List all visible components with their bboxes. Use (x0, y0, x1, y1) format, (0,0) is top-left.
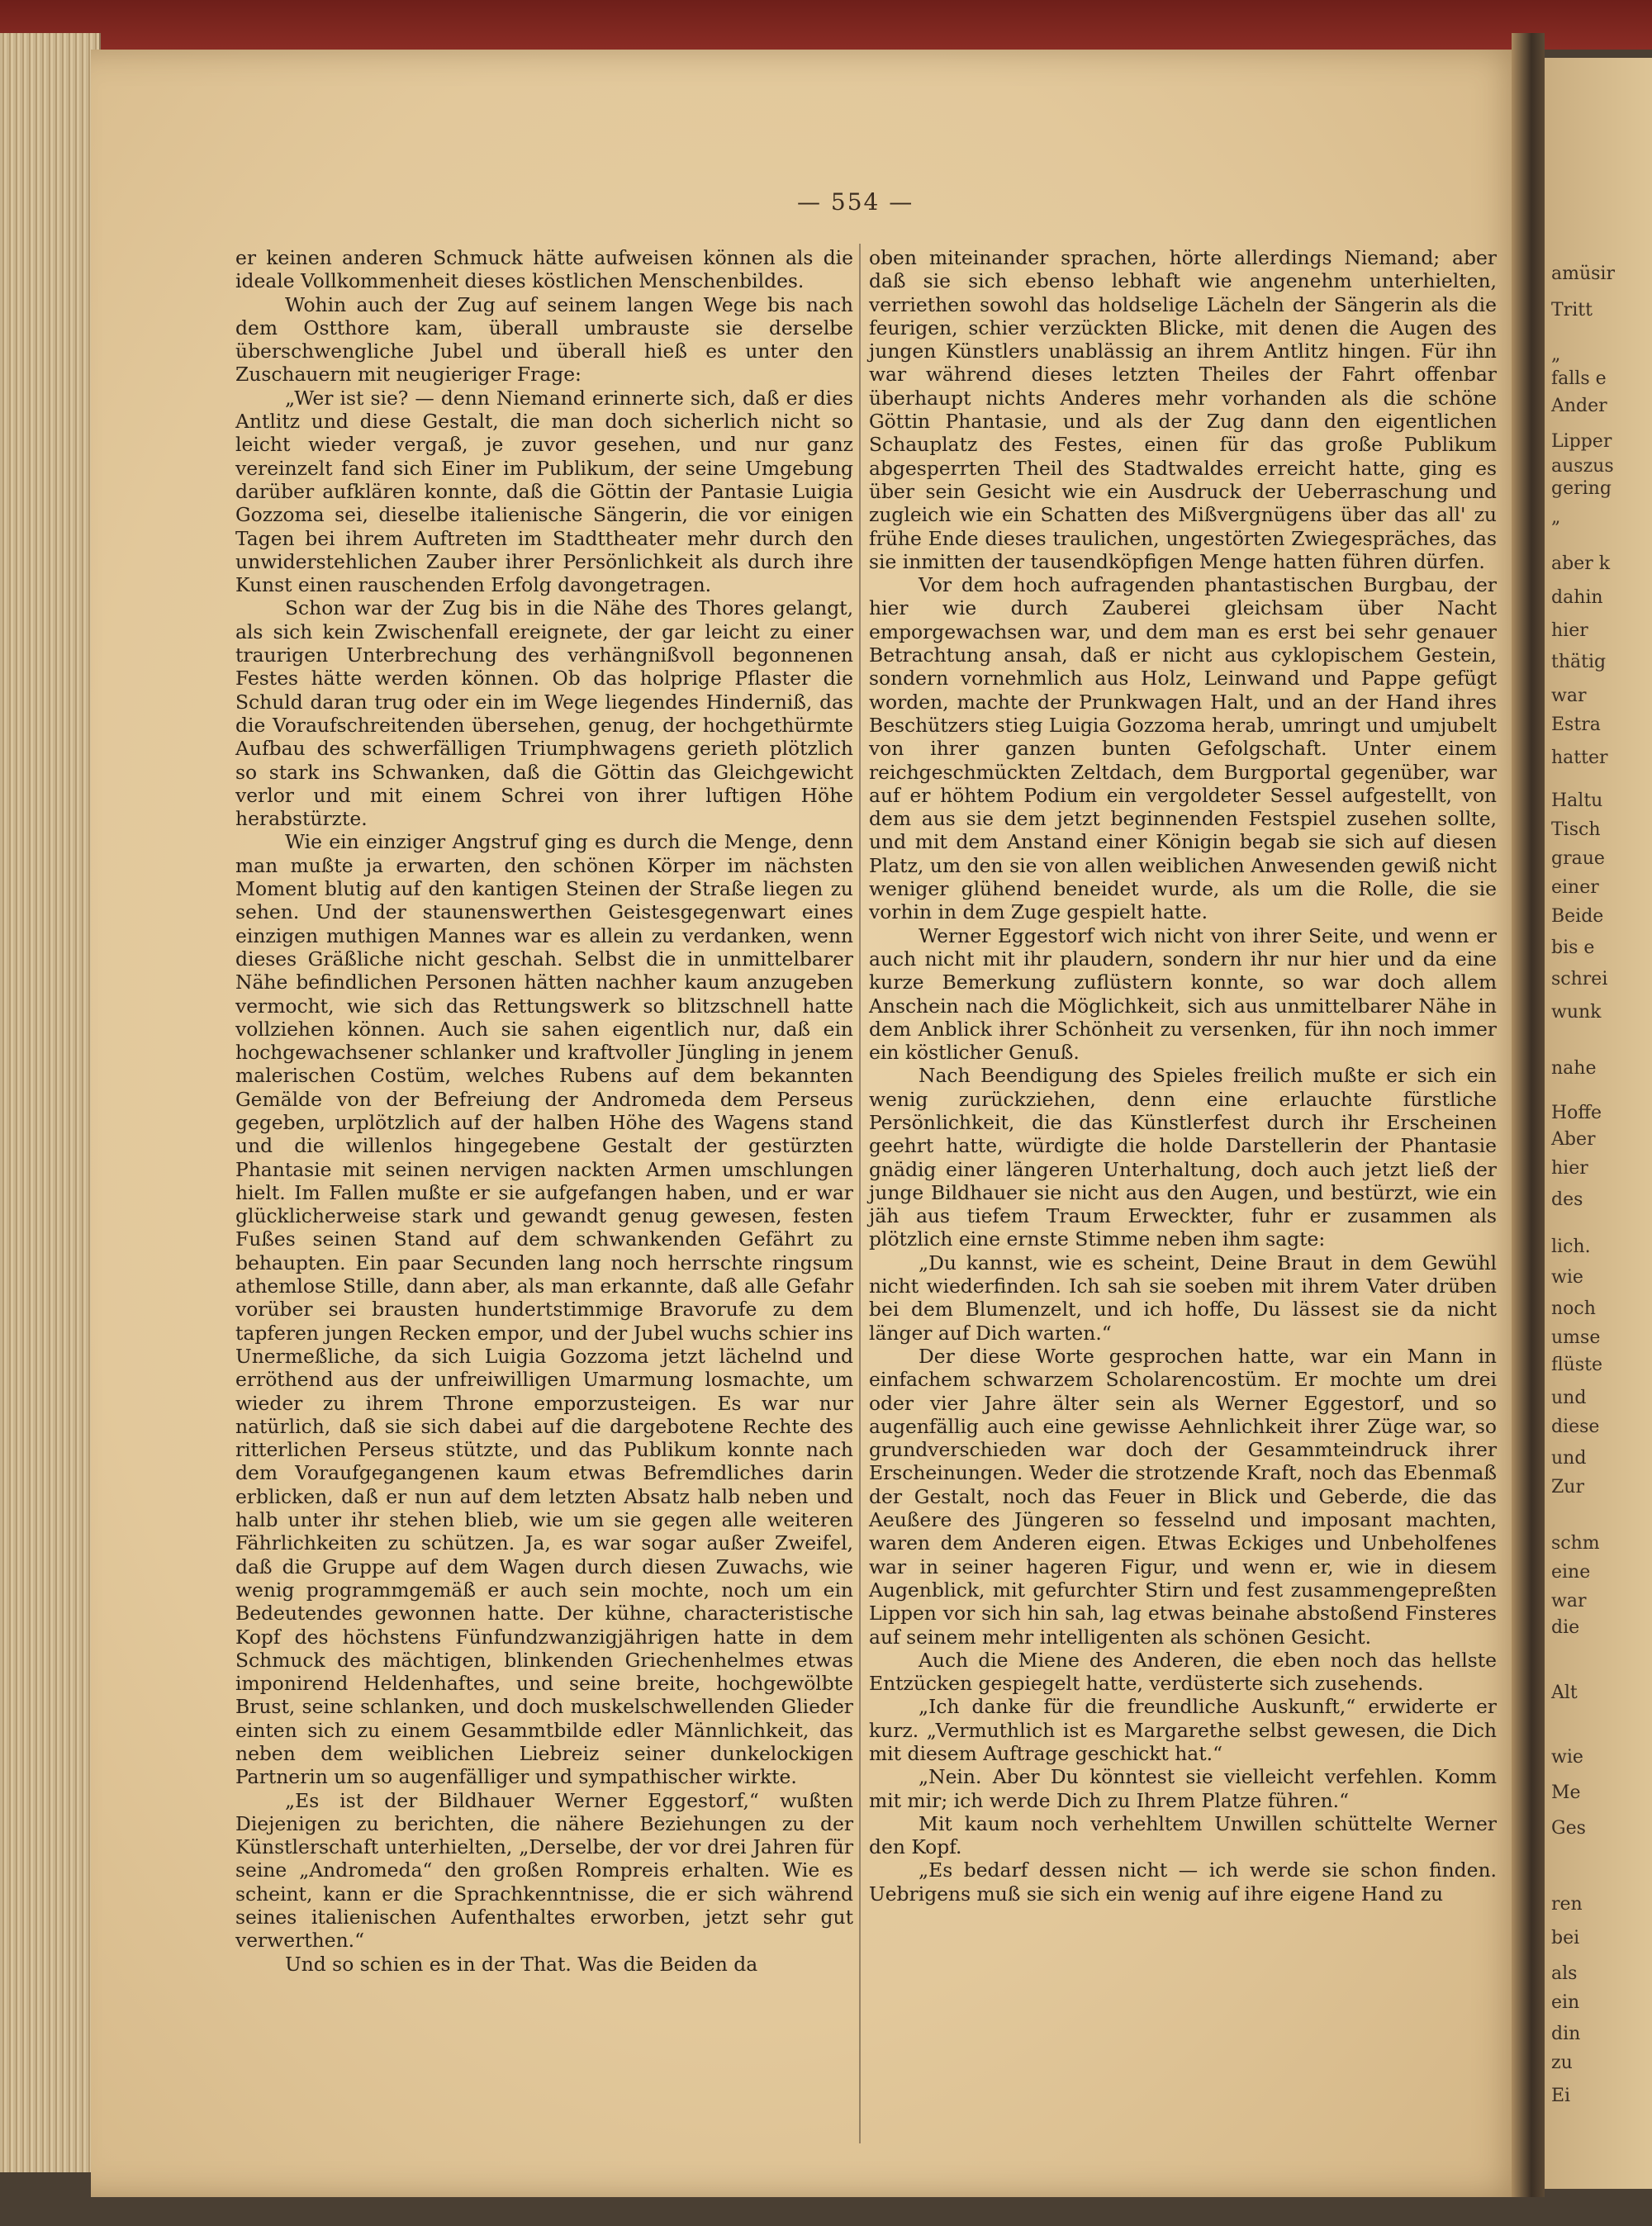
facing-page-text-fragment: gering (1551, 477, 1612, 499)
facing-page-text-fragment: als (1551, 1963, 1578, 1984)
facing-page-text-fragment: bis e (1551, 937, 1595, 958)
facing-page-text-fragment: Tritt (1551, 299, 1593, 320)
facing-page (1545, 58, 1652, 2189)
facing-page-text-fragment: Ges (1551, 1818, 1586, 1839)
facing-page-text-fragment: lich. (1551, 1236, 1591, 1257)
facing-page-text-fragment: einer (1551, 876, 1599, 898)
facing-page-text-fragment: falls e (1551, 368, 1607, 390)
page-number: — 554 — (797, 188, 914, 216)
facing-page-text-fragment: bei (1551, 1927, 1580, 1948)
facing-page-text-fragment: eine (1551, 1561, 1591, 1583)
facing-page-text-fragment: diese (1551, 1417, 1600, 1438)
paragraph: Der diese Worte gesprochen hatte, war ein Mann in einfachem schwarzem Scholarencostüm. Er mochte um drei oder vier Jahre älter sein als Werner Eggestorf, und so augenfällig auch eine gewisse Aehnlichkeit ihrer Züge war, so grundverschieden war doch der Gesammteindruck ihrer Erscheinungen. Weder die strotzende Kraft, noch das Ebenmaß der Gestalt, noch das Feuer in Blick und Geberde, die das Aeußere des Jüngeren so fesselnd und imposant machten, waren dem Anderen eigen. Etwas Eckiges und Unbeholfenes war in seiner hageren Figur, und wenn er, wie in diesem Augenblick, mit gefurchter Stirn und fest zusammengepreßten Lippen vor sich hin sah, lag etwas beinahe abstoßend Finsteres auf seinem mehr intelligenten als schönen Gesicht. (869, 1344, 1497, 1649)
facing-page-text-fragment: wunk (1551, 1002, 1602, 1023)
facing-page-text-fragment: hier (1551, 620, 1588, 642)
paragraph: „Es bedarf dessen nicht — ich werde sie schon finden. Uebrigens muß sie sich ein wenig auf ihre eigene Hand zu (869, 1858, 1497, 1906)
facing-page-text-fragment: auszus (1551, 455, 1614, 477)
facing-page-text-fragment: Estra (1551, 714, 1601, 735)
paragraph: Und so schien es in der That. Was die Beiden da (285, 1952, 758, 1976)
paragraph: „Es ist der Bildhauer Werner Eggestorf,“ wußten Diejenigen zu berichten, die nähere Beziehungen zu der Künstlerschaft unterhielten, „Derselbe, der vor drei Jahren für seine „Andromeda“ den großen Rompreis erhalten. Wie es scheint, kann er die Sprachkenntnisse, die er sich während seines italienischen Aufenthaltes erworben, jetzt sehr gut verwerthen.“ (235, 1788, 853, 1953)
facing-page-text-fragment: des (1551, 1189, 1583, 1210)
paragraph: Wohin auch der Zug auf seinem langen Wege bis nach dem Ostthore kam, überall umbrauste sie derselbe überschwengliche Jubel und überall hieß es unter den Zuschauern mit neugieriger Frage: (235, 292, 853, 387)
facing-page-text-fragment: wie (1551, 1746, 1583, 1768)
book-page-stack (0, 33, 101, 2172)
facing-page-text-fragment: Haltu (1551, 790, 1603, 811)
facing-page-text-fragment: Lipper (1551, 430, 1612, 452)
facing-page-text-fragment: hier (1551, 1158, 1588, 1179)
paragraph: Schon war der Zug bis in die Nähe des Thores gelangt, als sich kein Zwischenfall ereignete, der gar leicht zu einer traurigen Unterbrechung des verhängnißvoll begonnenen Festes hätte werden können. Ob das holprige Pflaster die Schuld daran trug oder ein im Wege liegendes Hinderniß, das die Voraufschreitenden übersehen, genug, der hochgethürmte Aufbau des schwerfälligen Triumphwagens gerieth plötzlich so stark ins Schwanken, daß die Göttin das Gleichgewicht verlor und mit einem Schrei von ihrer luftigen Höhe herabstürzte. (235, 596, 853, 831)
facing-page-text-fragment: Me (1551, 1782, 1581, 1803)
facing-page-text-fragment: graue (1551, 847, 1605, 869)
left-text-column (235, 246, 853, 1976)
facing-page-text-fragment: umse (1551, 1327, 1601, 1349)
facing-page-text-fragment: war (1551, 685, 1587, 706)
facing-page-text-fragment: schrei (1551, 968, 1608, 990)
facing-page-text-fragment: ren (1551, 1894, 1583, 1915)
column-divider (859, 244, 861, 2143)
paragraph: Werner Eggestorf wich nicht von ihrer Seite, und wenn er auch nicht mit ihr plaudern, sondern ihr nur hier und da eine kurze Bemerkung zuflüstern konnte, so war doch allem Anschein nach die Möglichkeit, sich aus unmittelbarer Nähe in dem Anblick ihrer Schönheit zu versenken, für ihn noch immer ein köstlicher Genuß. (869, 923, 1497, 1065)
facing-page-text-fragment: wie (1551, 1267, 1583, 1289)
facing-page-text-fragment: amüsir (1551, 263, 1615, 285)
facing-page-text-fragment: schm (1551, 1532, 1600, 1554)
facing-page-text-fragment: und (1551, 1388, 1587, 1409)
facing-page-text-fragment: aber k (1551, 553, 1611, 575)
book-cover-edge (0, 0, 1652, 50)
facing-page-text-fragment: war (1551, 1590, 1587, 1611)
paragraph: Auch die Miene des Anderen, die eben noch das hellste Entzücken gespiegelt hatte, verdüsterte sich zusehends. (869, 1648, 1497, 1696)
facing-page-text-fragment: din (1551, 2023, 1581, 2044)
facing-page-text-fragment: nahe (1551, 1057, 1597, 1079)
facing-page-text-fragment: Zur (1551, 1477, 1584, 1498)
paragraph: Wie ein einziger Angstruf ging es durch die Menge, denn man mußte ja erwarten, den schönen Körper im nächsten Moment blutig auf den kantigen Steinen der Straße liegen zu sehen. Und der staunenswerthen Geistesgegenwart eines einzigen muthigen Mannes war es allein zu verdanken, wenn dieses Gräßliche nicht geschah. Selbst die in unmittelbarer Nähe befindlichen Personen hätten nachher kaum anzugeben vermocht, wie sich das Rettungswerk so blitzschnell hatte vollziehen können. Auch sie sahen eigentlich nur, daß ein hochgewachsener schlanker und kraftvoller Jüngling in jenem malerischen Costüm, welches Rubens auf dem bekannten Gemälde von der Befreiung der Andromeda dem Perseus gegeben, urplötzlich auf der halben Höhe des Wagens stand und die willenlos hingegebene Gestalt der gestürzten Phantasie mit seinen nervigen nackten Armen umschlungen hielt. Im Fallen mußte er sie aufgefangen haben, und er war glücklicherweise stark und gewandt genug gewesen, festen Fußes seinen Stand auf dem schwankenden Gefährt zu behaupten. Ein paar Secunden lang noch herrschte ringsum athemlose Stille, dann aber, als man erkannte, daß alle Gefahr vorüber sei brausten hundertstimmige Bravorufe zu dem tapferen jungen Recken empor, und der Jubel wuchs schier ins Unermeßliche, da sich Luigia Gozzoma jetzt lächelnd und erröthend aus der unfreiwilligen Umarmung losmachte, um wieder zu ihrem Throne emporzusteigen. Es war nur natürlich, daß sie sich dabei auf die dargebotene Rechte des ritterlichen Perseus stützte, und das Publikum konnte nach dem Voraufgegangenen kaum etwas Befremdliches darin erblicken, daß er nun auf dem letzten Absatz halb neben und halb unter ihr stehen blieb, wie um sie gegen alle weiteren Fährlichkeiten zu schützen. Ja, es war sogar außer Zweifel, daß die Gruppe auf dem Wagen durch diesen Zuwachs, wie wenig programmgemäß er auch sein mochte, noch um ein Bedeutendes gewonnen hatte. Der kühne, characteristische Kopf des höchstens Fünfundzwanzigjährigen hatte in dem Schmuck des mächtigen, blinkenden Griechenhelmes etwas imponirend Heldenhaftes, und seine breite, hochgewölbte Brust, seine schlanken, und doch muskelschwellenden Glieder einten sich zu einem Gesammtbilde edler Männlichkeit, das neben dem weiblichen Liebreiz seiner dunkelockigen Partnerin um so augenfälliger und sympathischer wirkte. (235, 830, 853, 1789)
facing-page-text-fragment: thätig (1551, 652, 1607, 673)
facing-page-text-fragment: Aber (1551, 1128, 1596, 1150)
paragraph: Vor dem hoch aufragenden phantastischen Burgbau, der hier wie durch Zauberei gleichsam über Nacht emporgewachsen war, und dem man es erst bei sehr genauer Betrachtung ansah, daß er nicht aus cyklopischem Gestein, sondern vornehmlich aus Holz, Leinwand und Pappe gefügt worden, machte der Prunkwagen Halt, und an der Hand ihres Beschützers stieg Luigia Gozzoma herab, umringt und umjubelt von ihrer ganzen bunten Gefolgschaft. Unter einem reichgeschmückten Zeltdach, dem Burgportal gegenüber, war auf er höhtem Podium ein vergoldeter Sessel aufgestellt, von dem aus sie dem jetzt beginnenden Festspiel zusehen sollte, und mit dem Anstand einer Königin begab sie sich auf diesen Platz, um den sie von allen weiblichen Anwesenden gewiß nicht weniger glühend beneidet wurde, als um die Rolle, die sie vorhin in dem Zuge gespielt hatte. (869, 573, 1497, 924)
facing-page-text-fragment: ein (1551, 1991, 1580, 2013)
paragraph: Nach Beendigung des Spieles freilich mußte er sich ein wenig zurückziehen, denn eine erlauchte fürstliche Persönlichkeit, die das Künstlerfest durch ihr Erscheinen geehrt hatte, würdigte die holde Darstellerin der Phantasie gnädig einer längeren Unterhaltung, doch auch jetzt ließ der junge Bildhauer sie nicht aus den Augen, und bestürzt, wie ein jäh aus tiefem Traum Erweckter, fuhr er zusammen als plötzlich eine ernste Stimme neben ihm sagte: (869, 1064, 1497, 1251)
facing-page-text-fragment: die (1551, 1617, 1580, 1639)
paragraph: „Du kannst, wie es scheint, Deine Braut in dem Gewühl nicht wiederfinden. Ich sah sie soeben mit ihrem Vater drüben bei dem Blumenzelt, und ich hoffe, Du lässest sie da nicht länger auf Dich warten.“ (869, 1251, 1497, 1345)
paragraph: „Nein. Aber Du könntest sie vielleicht verfehlen. Komm mit mir; ich werde Dich zu Ihrem Platze führen.“ (869, 1765, 1497, 1812)
paragraph: „Wer ist sie? — denn Niemand erinnerte sich, daß er dies Antlitz und diese Gestalt, die man doch sicherlich nicht so leicht wieder vergaß, je zuvor gesehen, und nur ganz vereinzelt fand sich Einer im Publikum, der seine Umgebung darüber aufklären konnte, daß die Göttin der Pantasie Luigia Gozzoma sei, dieselbe italienische Sängerin, die vor einigen Tagen bei ihrem Auftreten im Stadttheater mehr durch den unwiderstehlichen Zauber ihrer Persönlichkeit als durch ihre Kunst einen rauschenden Erfolg davongetragen. (235, 386, 853, 597)
facing-page-text-fragment: Alt (1551, 1682, 1578, 1703)
facing-page-text-fragment: Hoffe (1551, 1102, 1602, 1123)
facing-page-text-fragment: Tisch (1551, 819, 1601, 840)
paragraph: oben miteinander sprachen, hörte allerdings Niemand; aber daß sie sich ebenso lebhaft wie angenehm unterhielten, verriethen sowohl das holdselige Lächeln der Sängerin als die feurigen, schier verzückten Blicke, mit denen die Augen des jungen Künstlers unablässig an ihrem Antlitz hingen. Für ihn war während dieses letzten Theiles der Fahrt offenbar überhaupt nichts Anderes mehr vorhanden als die schöne Göttin Phantasie, und als der Zug dann den eigentlichen Schauplatz des Festes, einen für das große Publikum abgesperrten Theil des Stadtwaldes erreicht hatte, ging es über sein Gesicht wie ein Ausdruck der Ueberraschung und zugleich wie ein Schatten des Mißvergnügens über das all' zu frühe Ende dieses traulichen, ungestörten Zwiegespräches, das sie inmitten der tausendköpfigen Menge hatten führen dürfen. (869, 246, 1497, 573)
facing-page-text-fragment: Ei (1551, 2086, 1571, 2107)
facing-page-text-fragment: „ (1551, 506, 1561, 528)
facing-page-text-fragment: hatter (1551, 748, 1608, 769)
facing-page-text-fragment: Ander (1551, 395, 1607, 416)
facing-page-text-fragment: „ (1551, 344, 1561, 365)
facing-page-text-fragment: flüste (1551, 1354, 1602, 1375)
facing-page-text-fragment: Beide (1551, 905, 1604, 927)
facing-page-text-fragment: zu (1551, 2052, 1573, 2073)
facing-page-text-fragment: noch (1551, 1298, 1596, 1320)
paragraph: „Ich danke für die freundliche Auskunft,“ erwiderte er kurz. „Vermuthlich ist es Margarethe selbst gewesen, die Dich mit diesem Auftrage geschickt hat.“ (869, 1695, 1497, 1765)
right-text-column (869, 246, 1497, 1906)
paragraph: Mit kaum noch verhehltem Unwillen schüttelte Werner den Kopf. (869, 1811, 1497, 1859)
facing-page-text-fragment: dahin (1551, 586, 1603, 608)
facing-page-text-fragment: und (1551, 1448, 1587, 1469)
paragraph: er keinen anderen Schmuck hätte aufweisen können als die ideale Vollkommenheit dieses köstlichen Menschenbildes. (235, 246, 853, 293)
book-gutter (1512, 33, 1545, 2197)
